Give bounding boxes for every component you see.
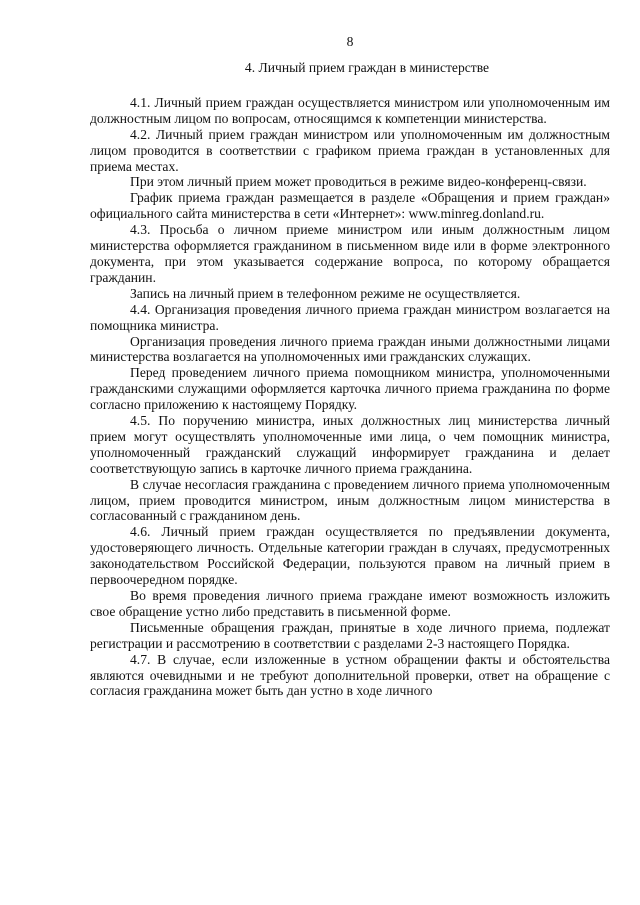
document-page xyxy=(90,34,610,699)
paragraph: 4.6. Личный прием граждан осуществляется по предъявлении документа, удостоверяющего личность. Отдельные категории граждан в случаях, предусмотренных законодательством Российской Федерации, пользуются правом на личный прием в первоочередном порядке. xyxy=(90,524,610,588)
paragraph: Перед проведением личного приема помощником министра, уполномоченными гражданскими служащими оформляется карточка личного приема гражданина по форме согласно приложению к настоящему Порядку. xyxy=(90,365,610,413)
paragraph: Во время проведения личного приема граждане имеют возможность изложить свое обращение устно либо представить в письменной форме. xyxy=(90,588,610,619)
paragraph: При этом личный прием может проводиться в режиме видео-конференц-связи. xyxy=(130,174,587,190)
paragraph: Запись на личный прием в телефонном режиме не осуществляется. xyxy=(130,285,521,301)
paragraph: График приема граждан размещается в разделе «Обращения и прием граждан» официального сайта министерства в сети «Интернет»: www.minreg.donland.ru. xyxy=(90,190,610,222)
paragraph: 4.2. Личный прием граждан министром или уполномоченным им должностным лицом проводится в соответствии с графиком приема граждан в установленных для приема местах. xyxy=(90,126,610,174)
section-heading: 4. Личный прием граждан в министерстве xyxy=(244,60,490,75)
paragraph: 4.5. По поручению министра, иных должностных лиц министерства личный прием могут осуществлять уполномоченные ими лица, о чем помощник министра, уполномоченный гражданский служащий информирует гражданина и делает соответствующую запись в карточке личного приема гражданина. xyxy=(90,413,610,476)
paragraph: В случае несогласия гражданина с проведением личного приема уполномоченным лицом, прием проводится министром, иным должностным лицом министерства в согласованный с гражданином день. xyxy=(90,476,610,524)
paragraph: 4.1. Личный прием граждан осуществляется министром или уполномоченным им должностным лицом по вопросам, относящимся к компетенции министерства. xyxy=(90,94,610,126)
paragraph: 4.3. Просьба о личном приеме министром или иным должностным лицом министерства оформляется гражданином в письменном виде или в форме электронного документа, при этом указывается содержание вопроса, по которому обращается гражданин. xyxy=(90,222,610,285)
paragraph: Письменные обращения граждан, принятые в ходе личного приема, подлежат регистрации и рассмотрению в соответствии с разделами 2-3 настоящего Порядка. xyxy=(90,619,610,651)
page-number: 8 xyxy=(346,34,354,49)
paragraph: Организация проведения личного приема граждан иными должностными лицами министерства возлагается на уполномоченных ими гражданских служащих. xyxy=(90,333,610,365)
paragraph: 4.7. В случае, если изложенные в устном обращении факты и обстоятельства являются очевидными и не требуют дополнительной проверки, ответ на обращение с согласия гражданина может быть дан устно в ходе личного xyxy=(90,651,610,699)
paragraph: 4.4. Организация проведения личного приема граждан министром возлагается на помощника министра. xyxy=(90,301,610,333)
